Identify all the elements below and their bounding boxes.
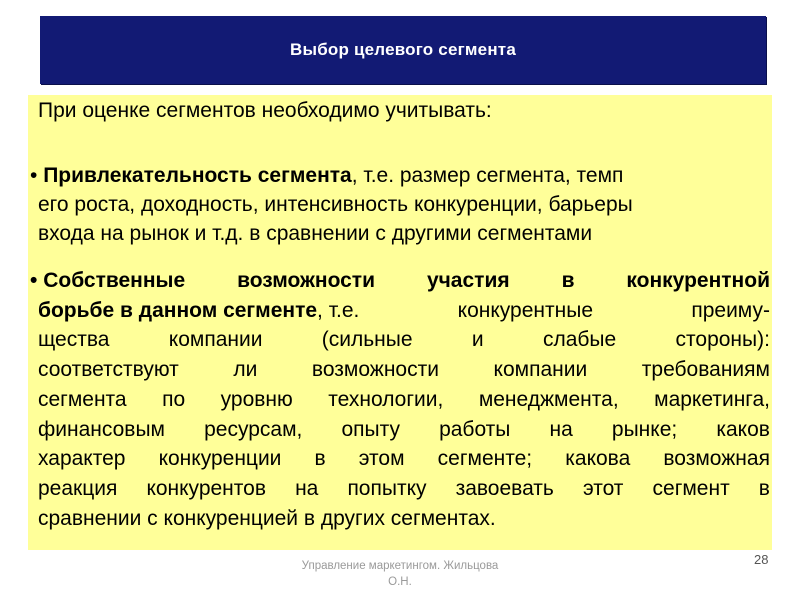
word: компании	[493, 358, 588, 382]
word: сегменте;	[437, 447, 533, 471]
word: на	[549, 417, 573, 441]
word: этом	[358, 447, 405, 471]
bullet1-line2: его роста, доходность, интенсивность конкуренции, барьеры	[38, 193, 633, 216]
page-number: 28	[754, 552, 769, 567]
word: преиму-	[691, 298, 770, 322]
word: конкурентов	[146, 476, 266, 500]
word: какова	[565, 447, 631, 471]
bullet2-w1: • Собственные	[30, 269, 186, 292]
word: щества	[38, 328, 110, 352]
word: конкуренции	[158, 447, 282, 471]
word: по	[162, 387, 186, 411]
intro-text: При оценке сегментов необходимо учитывать:	[38, 99, 492, 122]
word: завоевать	[455, 476, 554, 500]
bullet-attractiveness	[30, 161, 770, 248]
word: конкурентные	[457, 298, 594, 322]
word: сегмента	[38, 387, 127, 411]
word: и	[471, 328, 484, 352]
bullet2-line5	[30, 385, 770, 415]
word: на	[295, 476, 319, 500]
bullet1-marker: •	[30, 164, 38, 187]
footer-author	[268, 558, 532, 590]
word: возможности	[311, 358, 439, 382]
bullet2-line2-head: борьбе в данном сегменте, т.е.	[38, 298, 360, 322]
bullet2-w4: в	[561, 269, 575, 292]
bullet1-bold: Привлекательность сегмента	[43, 164, 352, 187]
bullet2-line9: сравнении с конкуренцией в других сегментах.	[38, 506, 496, 530]
bullet1-line1	[30, 161, 770, 190]
word: в	[314, 447, 326, 471]
bullet2-w5: конкурентной	[626, 269, 770, 292]
bullet2-line8	[30, 474, 770, 504]
word: требованиям	[641, 358, 770, 382]
bullet2-line2	[30, 296, 770, 326]
word: этот	[582, 476, 624, 500]
word: маркетинга,	[654, 387, 770, 411]
word: слабые	[542, 328, 617, 352]
word: характер	[38, 447, 126, 471]
word: (сильные	[321, 328, 413, 352]
word: стороны):	[675, 328, 770, 352]
bullet1-line3: входа на рынок и т.д. в сравнении с другими сегментами	[38, 222, 593, 245]
bullet2-line3	[30, 325, 770, 355]
word: компании	[168, 328, 263, 352]
slide-title: Выбор целевого сегмента	[290, 40, 516, 59]
word: каков	[716, 417, 770, 441]
bullet2-w2: возможности	[237, 269, 375, 292]
title-bar	[40, 16, 766, 84]
word: рынке;	[611, 417, 678, 441]
word: работы	[439, 417, 511, 441]
word: ресурсам,	[204, 417, 303, 441]
bullet-own-capabilities	[30, 266, 770, 533]
word: возможная	[663, 447, 770, 471]
bullet2-line7	[30, 444, 770, 474]
word: менеджмента,	[478, 387, 619, 411]
word: финансовым	[38, 417, 165, 441]
word: технологии,	[328, 387, 444, 411]
footer-line2: О.Н.	[388, 576, 412, 588]
word: ли	[233, 358, 258, 382]
bullet2-line6	[30, 415, 770, 445]
word: уровню	[220, 387, 293, 411]
word: опыту	[341, 417, 400, 441]
word: реакция	[38, 476, 118, 500]
bullet2-line4	[30, 355, 770, 385]
bullet2-w3: участия	[426, 269, 510, 292]
word: сегмент	[652, 476, 730, 500]
footer-line1: Управление маркетингом. Жильцова	[301, 560, 499, 572]
word: в	[758, 476, 770, 500]
word: попытку	[347, 476, 427, 500]
bullet2-line1	[30, 266, 770, 296]
word: соответствуют	[38, 358, 179, 382]
bullet1-line1-rest: , т.е. размер сегмента, темп	[351, 164, 624, 187]
